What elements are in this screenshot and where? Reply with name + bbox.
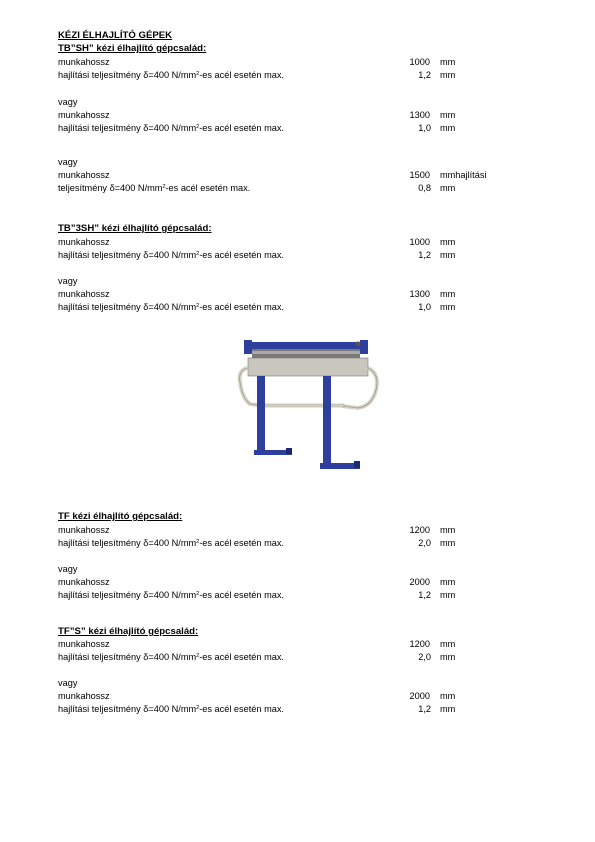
bend-value: 2,0 [418,538,431,548]
unit-label: mm [440,110,456,120]
machine-top-beam [250,342,365,349]
length-label: munkahossz [58,691,110,701]
unit-label: mmhajlítási [440,170,487,180]
bend-label: teljesítmény δ=400 $N/mm^2-es$ acél esetén max. [58,183,251,193]
unit-label: mm [440,70,456,80]
unit-label: mm [440,302,456,312]
bend-value: 1,2 [418,70,431,80]
or-label: vagy [58,97,78,107]
length-value: 1300 [409,110,430,120]
length-value: 1500 [409,170,430,180]
length-value: 2000 [409,691,430,701]
unit-label: mm [440,639,456,649]
section-title-tfs: TF”S” kézi élhajlító gépcsalád: [58,626,199,637]
machine-right-leg [323,376,331,466]
bend-value: 0,8 [418,183,431,193]
section-title-tf: TF kézi élhajlító gépcsalád: [58,511,183,522]
bend-value: 1,0 [418,123,431,133]
unit-label: mm [440,237,456,247]
bend-value: 1,2 [418,250,431,260]
bend-value: 1,2 [418,590,431,600]
bend-label: hajlítási teljesítmény δ=400 $N/mm^2-es$ acél esetén max. [58,123,284,133]
bending-machine-image [230,330,380,480]
length-label: munkahossz [58,525,110,535]
or-label: vagy [58,276,78,286]
or-label: vagy [58,157,78,167]
length-label: munkahossz [58,289,110,299]
unit-label: mm [440,590,456,600]
unit-label: mm [440,704,456,714]
or-label: vagy [58,678,78,688]
unit-label: mm [440,652,456,662]
bend-label: hajlítási teljesítmény δ=400 $N/mm^2-es$ acél esetén max. [58,590,284,600]
length-value: 1000 [409,57,430,67]
unit-label: mm [440,183,456,193]
unit-label: mm [440,123,456,133]
length-label: munkahossz [58,170,110,180]
length-value: 1300 [409,289,430,299]
unit-label: mm [440,538,456,548]
section-title-tb3sh: TB”3SH” kézi élhajlító gépcsalád: [58,223,212,234]
machine-left-leg [257,376,265,452]
length-label: munkahossz [58,577,110,587]
section-title-tbsh: TB”SH” kézi élhajlító gépcsalád: [58,43,207,54]
machine-left-end [244,340,252,354]
length-label: munkahossz [58,237,110,247]
unit-label: mm [440,577,456,587]
length-value: 1000 [409,237,430,247]
length-value: 1200 [409,525,430,535]
machine-plate [248,358,368,376]
unit-label: mm [440,250,456,260]
bend-value: 1,0 [418,302,431,312]
bend-value: 1,2 [418,704,431,714]
bend-label: hajlítási teljesítmény δ=400 $N/mm^2-es$ acél esetén max. [58,70,284,80]
length-label: munkahossz [58,639,110,649]
bend-label: hajlítási teljesítmény δ=400 $N/mm^2-es$ acél esetén max. [58,250,284,260]
unit-label: mm [440,691,456,701]
length-value: 1200 [409,639,430,649]
unit-label: mm [440,289,456,299]
length-label: munkahossz [58,110,110,120]
bend-label: hajlítási teljesítmény δ=400 $N/mm^2-es$ acél esetén max. [58,652,284,662]
length-value: 2000 [409,577,430,587]
page-heading: KÉZI ÉLHAJLÍTÓ GÉPEK [58,30,173,41]
length-label: munkahossz [58,57,110,67]
bend-value: 2,0 [418,652,431,662]
bend-label: hajlítási teljesítmény δ=400 $N/mm^2-es$ acél esetén max. [58,704,284,714]
bend-label: hajlítási teljesítmény δ=400 $N/mm^2-es$ acél esetén max. [58,538,284,548]
or-label: vagy [58,564,78,574]
unit-label: mm [440,57,456,67]
unit-label: mm [440,525,456,535]
machine-right-end [360,340,368,354]
bend-label: hajlítási teljesítmény δ=400 $N/mm^2-es$ acél esetén max. [58,302,284,312]
